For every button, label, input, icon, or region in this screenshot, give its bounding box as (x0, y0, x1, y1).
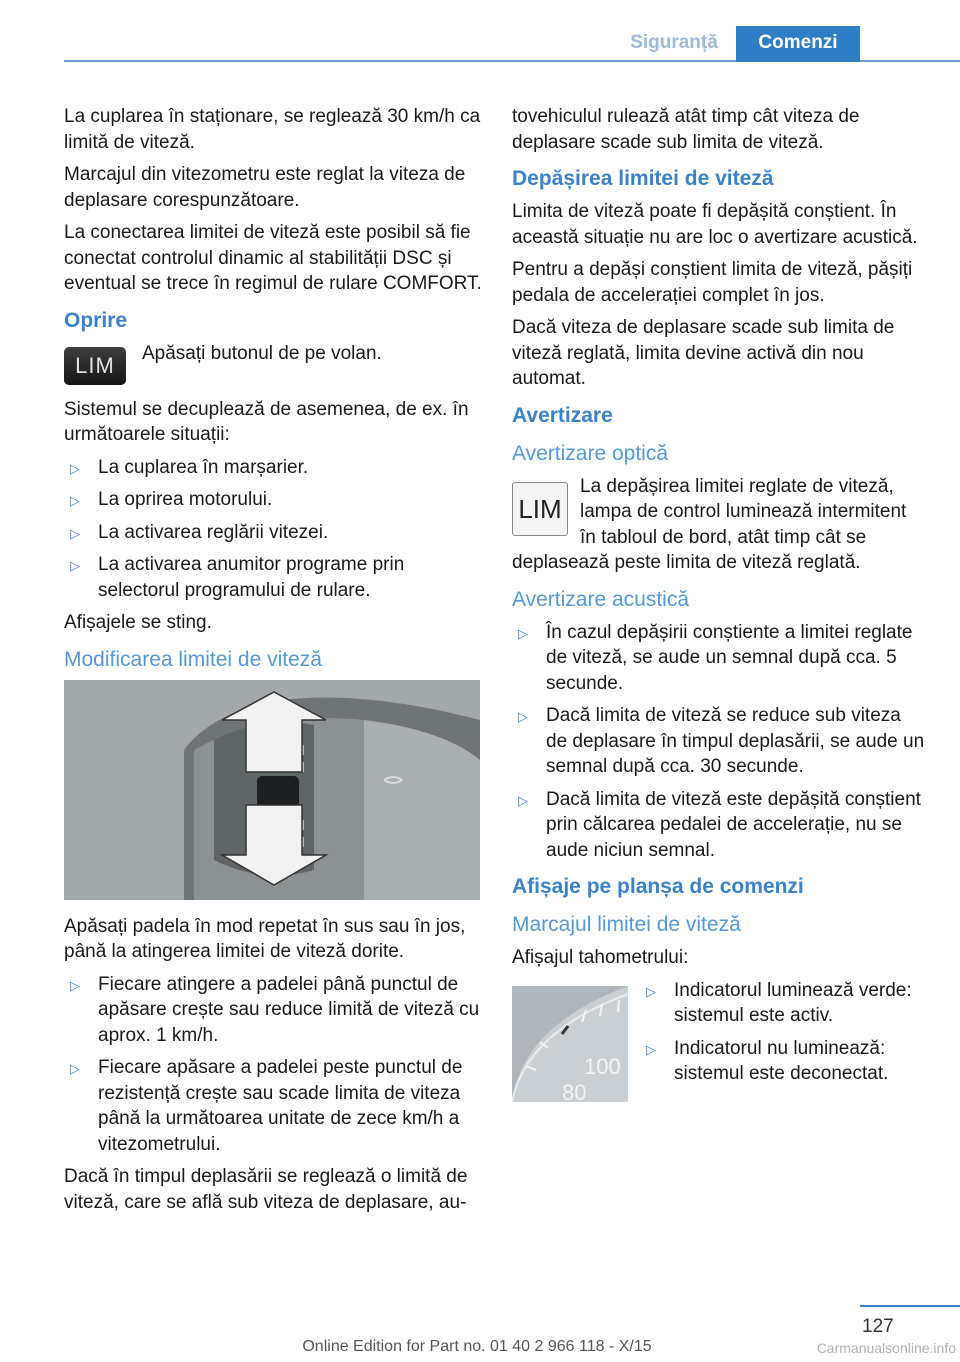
paragraph: La cuplarea în staționare, se reglează 30 km/h ca limită de viteză. (64, 106, 481, 153)
paragraph: Apăsați padela în mod repetat în sus sau în jos, până la atingerea limitei de viteză dorite. (64, 915, 466, 962)
heading-afisaje: Afișaje pe planșa de comenzi (512, 875, 804, 898)
list-item: ▷ Dacă limita de viteză se reduce sub viteza de deplasare în timpul deplasării, se aude un semnal după cca. 30 secunde. (518, 705, 925, 777)
paragraph: La conectarea limitei de viteză este posibil să fie conectat controlul dinamic al stabilității DSC și eventual se trece în regimul de rulare COMFORT. (64, 222, 482, 294)
page-number: 127 (862, 1316, 894, 1337)
triangle-bullet-icon: ▷ (70, 977, 80, 993)
paragraph: Afișajele se sting. (64, 612, 212, 633)
triangle-bullet-icon: ▷ (70, 1061, 80, 1076)
triangle-bullet-icon: ▷ (518, 709, 528, 724)
tab-siguranta[interactable]: Siguranță (630, 32, 718, 53)
triangle-bullet-icon: ▷ (518, 792, 528, 808)
list-item: ▷ La activarea anumitor programe prin selectorul programului de rulare. (70, 554, 405, 601)
list-item: ▷ La cuplarea în marșarier. (64, 455, 482, 481)
gauge-row (512, 978, 926, 1102)
tachometer-image (512, 986, 628, 1102)
lim-indicator-icon: LIM (512, 482, 568, 536)
list-item: ▷ În cazul depășirii conștiente a limitei reglate de viteză, se aude un semnal după cca. 5 secunde. (518, 621, 913, 694)
triangle-bullet-icon: ▷ (70, 460, 80, 476)
paragraph: Apăsați butonul de pe volan. (142, 342, 382, 364)
heading-avertizare-acustica: Avertizare acustică (512, 587, 690, 611)
gauge-label: 100 (584, 1053, 621, 1079)
paragraph: Afișajul tahometrului: (512, 947, 689, 968)
triangle-bullet-icon: ▷ (70, 525, 80, 541)
list-item: ▷ Fiecare atingere a padelei până punctul de apăsare crește sau reduce limită de viteză cu aprox. 1 km/h. (70, 973, 480, 1046)
triangle-bullet-icon: ▷ (70, 558, 80, 573)
paragraph: Dacă viteza de deplasare scade sub limita de viteză reglată, limita devine activă din nou automat. (512, 317, 895, 389)
steering-wheel-image (64, 680, 480, 900)
paragraph: Sistemul se decuplează de asemenea, de ex. în următoarele situații: (64, 398, 469, 445)
left-column (64, 104, 482, 1222)
paragraph: Marcajul din vitezometru este reglat la viteza de deplasare corespunzătoare. (64, 164, 466, 211)
list-padela (64, 972, 482, 1158)
lim-button-icon: LIM (64, 347, 126, 385)
paragraph: Pentru a depăși conștient limita de viteză, pășiți pedala de accelerației complet în jos. (512, 259, 913, 306)
paragraph: Limita de viteză poate fi depășită conștient. În această situație nu are loc o avertizare acustică. (512, 201, 918, 248)
paragraph: Dacă în timpul deplasării se reglează o limită de viteză, care se află sub viteza de deplasare, au- (64, 1166, 468, 1213)
triangle-bullet-icon: ▷ (70, 493, 80, 508)
triangle-bullet-icon: ▷ (518, 625, 528, 641)
heading-marcajul: Marcajul limitei de viteză (512, 913, 741, 936)
heading-depasirea: Depășirea limitei de viteză (512, 167, 774, 190)
heading-oprire: Oprire (64, 308, 128, 332)
list-item: ▷ La oprirea motorului. (64, 487, 482, 513)
paragraph: La depășirea limitei reglate de viteză, lampa de control luminează intermitent în tabloul de bord, atât timp cât se deplasează peste limita de viteză reglată. (512, 475, 907, 573)
heading-modificarea: Modificarea limitei de viteză (64, 647, 322, 671)
optica-row (512, 474, 926, 576)
tab-comenzi[interactable]: Comenzi (736, 26, 860, 62)
gauge-label: 80 (562, 1079, 587, 1102)
footer-edition: Online Edition for Part no. 01 40 2 966 118 - X/15 (302, 1338, 652, 1355)
right-column (512, 104, 926, 1102)
heading-avertizare-optica: Avertizare optică (512, 441, 669, 465)
list-item: ▷ Dacă limita de viteză este depășită conștient prin călcarea pedalei de accelerație, nu se aude niciun semnal. (518, 788, 921, 861)
footer-rule (860, 1305, 960, 1307)
list-situatii (64, 455, 482, 604)
triangle-bullet-icon: ▷ (646, 1041, 656, 1057)
triangle-bullet-icon: ▷ (646, 983, 656, 999)
lim-row (64, 341, 482, 389)
list-item: ▷ La activarea reglării vitezei. (64, 520, 482, 546)
list-item: ▷ Indicatorul nu luminează: sistemul este deconectat. (646, 1037, 889, 1084)
list-item: ▷ Fiecare apăsare a padelei peste punctul de rezistență crește sau scade limita de viteza până la următoarea unitate de zece km/h a vitezometrului. (70, 1057, 463, 1155)
list-acustica (512, 620, 926, 864)
list-item: ▷ Indicatorul luminează verde: sistemul este activ. (646, 979, 912, 1026)
paragraph: tovehiculul rulează atât timp cât viteza de deplasare scade sub limita de viteză. (512, 106, 860, 153)
watermark: Carmanualsonline.info (816, 1340, 956, 1356)
heading-avertizare: Avertizare (512, 403, 613, 427)
